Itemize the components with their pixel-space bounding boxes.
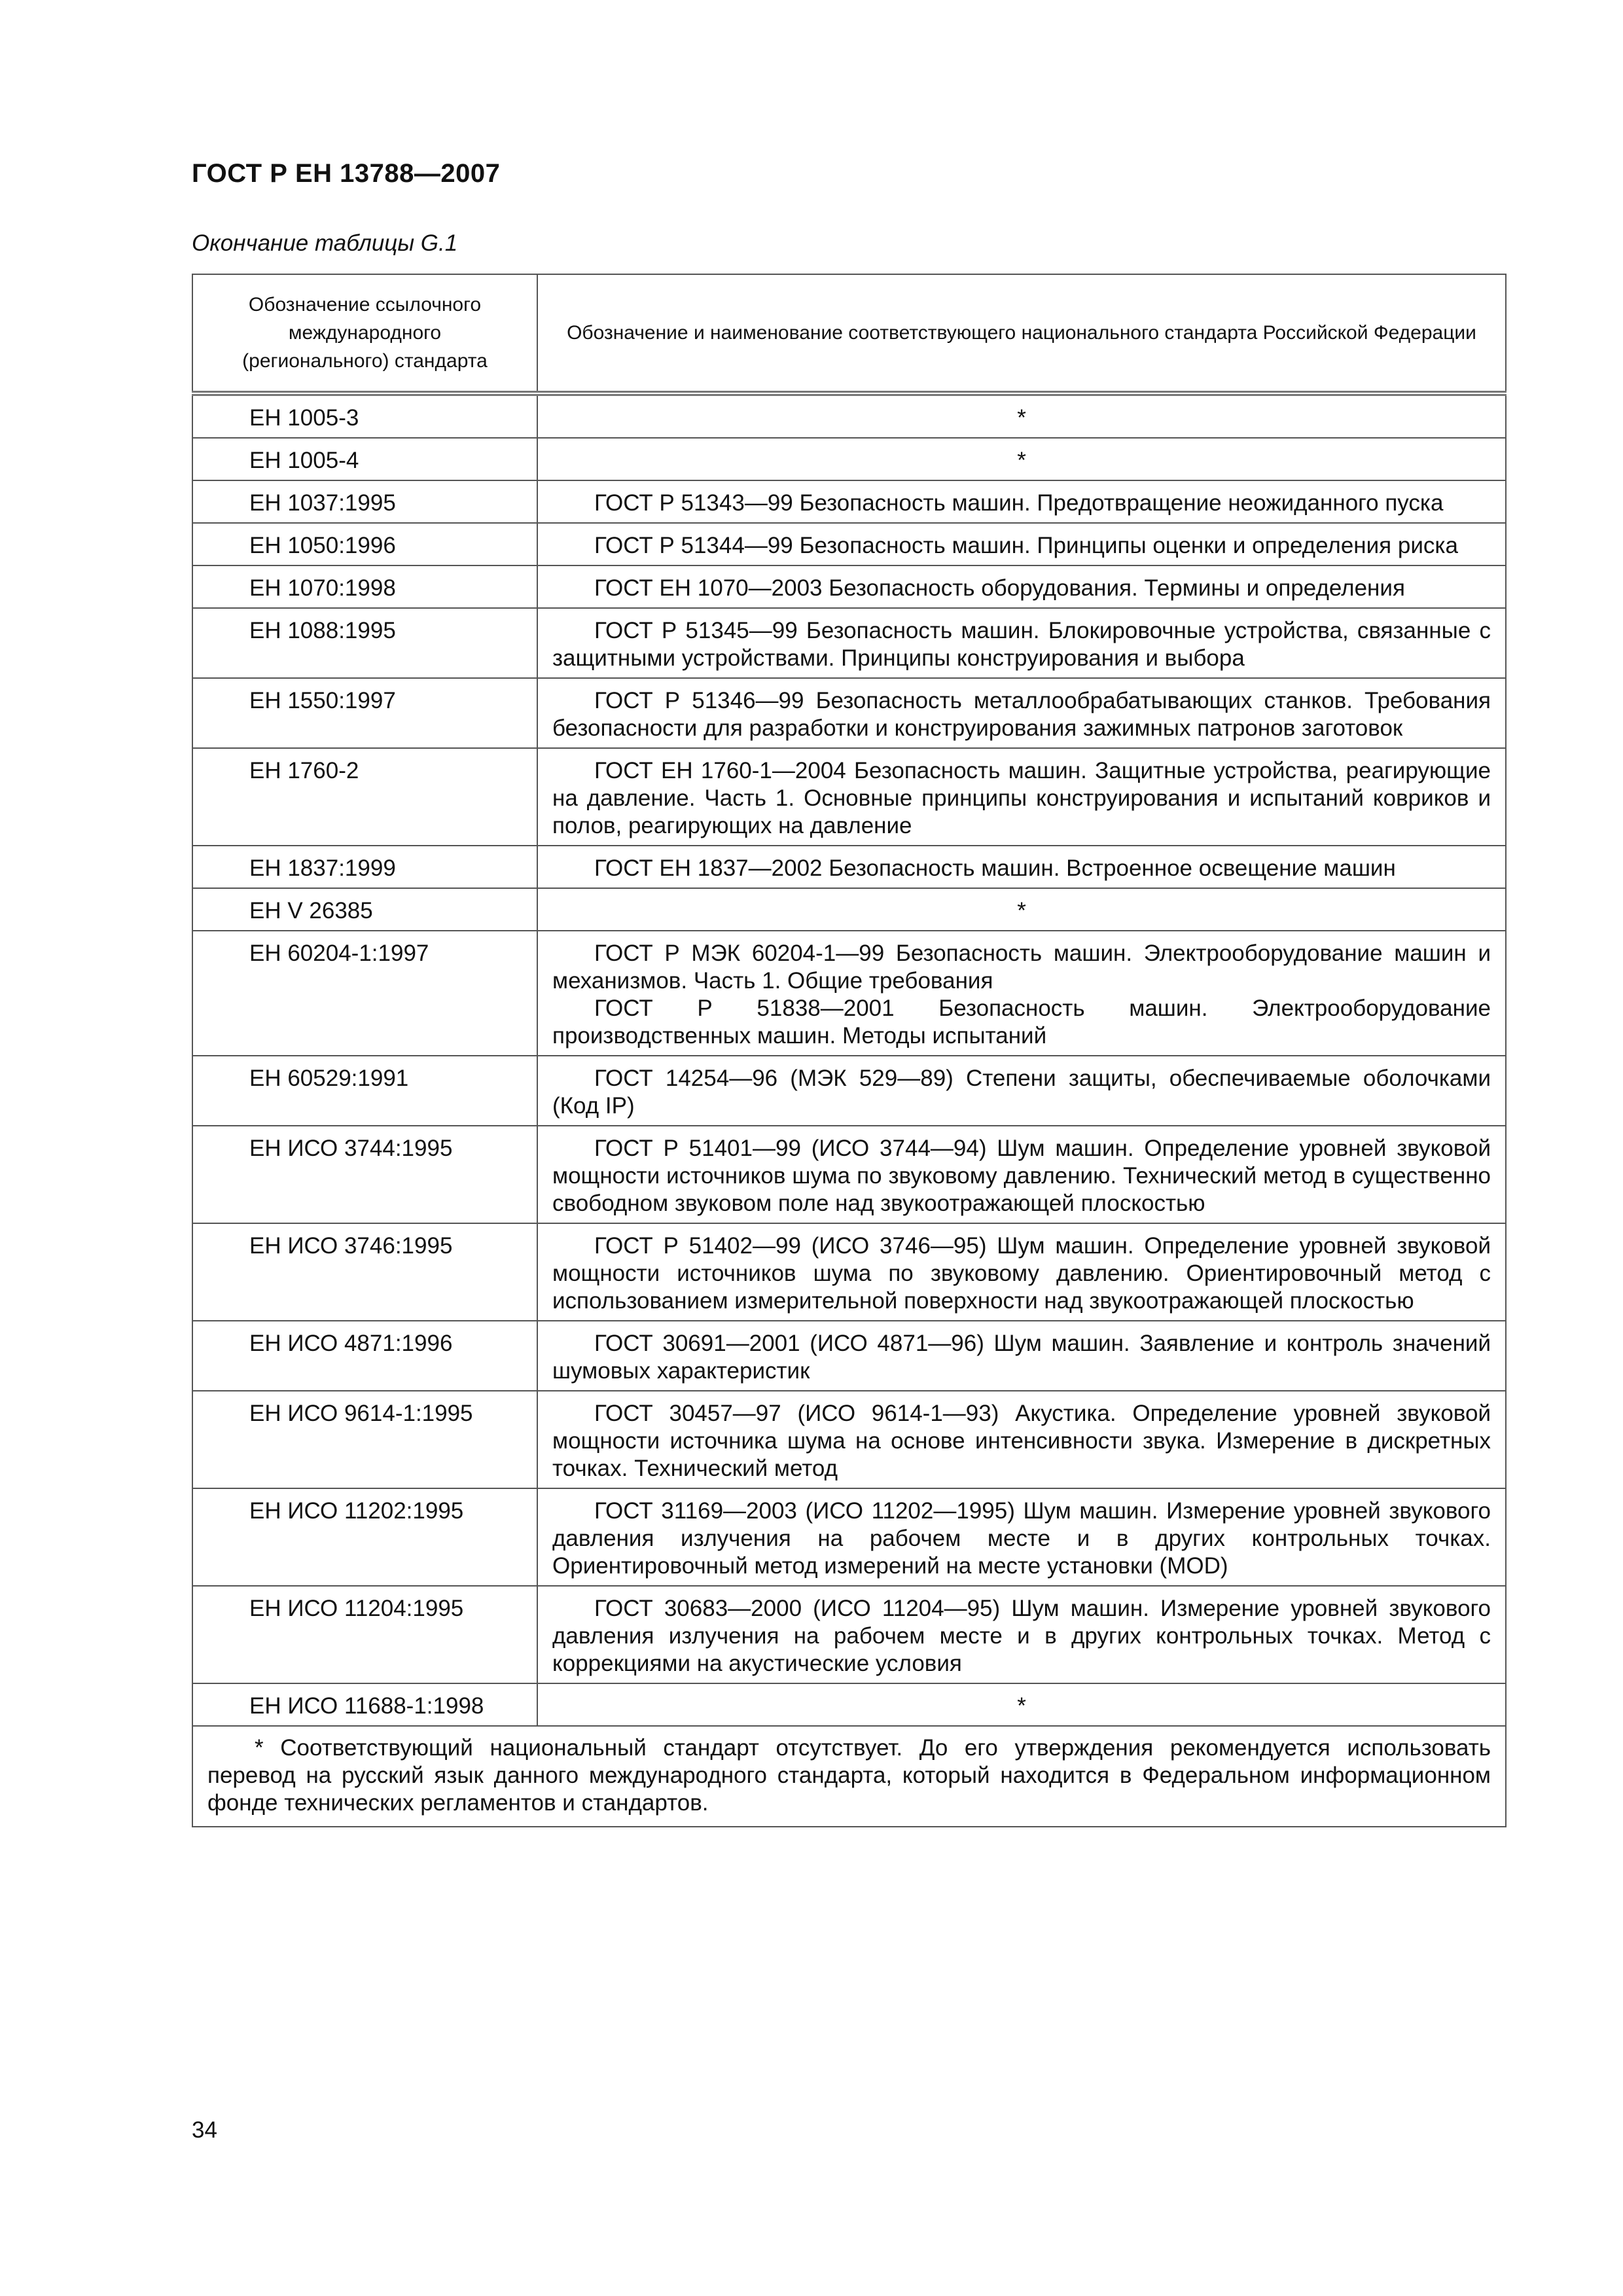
table-row bbox=[192, 393, 1506, 438]
reference-standard-cell: ЕН 1005-3 bbox=[192, 393, 537, 438]
reference-standard-cell: ЕН 60529:1991 bbox=[192, 1056, 537, 1126]
reference-standard-cell: ЕН ИСО 3746:1995 bbox=[192, 1223, 537, 1321]
table-row bbox=[192, 1391, 1506, 1488]
no-national-standard-mark: * bbox=[1017, 448, 1026, 473]
national-standard-entry: ГОСТ 30457—97 (ИСО 9614-1—93) Акустика. Определение уровней звуковой мощности источника шума на основе интенсивности звука. Измерение в дискретных точках. Технический метод bbox=[552, 1401, 1491, 1481]
reference-standard-cell: ЕН 1005-4 bbox=[192, 438, 537, 480]
reference-standard-cell: ЕН 1037:1995 bbox=[192, 480, 537, 523]
no-national-standard-mark: * bbox=[1017, 405, 1026, 431]
national-standard-entry: ГОСТ Р 51838—2001 Безопасность машин. Электрооборудование производственных машин. Методы испытаний bbox=[552, 996, 1491, 1049]
national-standard-cell bbox=[537, 393, 1506, 438]
table-header-row bbox=[192, 274, 1506, 393]
national-standard-cell bbox=[537, 1488, 1506, 1586]
national-standard-cell bbox=[537, 523, 1506, 565]
table-row bbox=[192, 1683, 1506, 1726]
national-standard-cell bbox=[537, 1056, 1506, 1126]
footnote-text: * Соответствующий национальный стандарт отсутствует. До его утверждения рекомендуется использовать перевод на русский язык данного международного стандарта, который находится в Федеральном информационном фонде технических регламентов и стандартов. bbox=[207, 1735, 1491, 1816]
national-standard-entry: ГОСТ Р 51401—99 (ИСО 3744—94) Шум машин. Определение уровней звуковой мощности источников шума по звуковому давлению. Технический метод в существенно свободном звуковом поле над звукоотражающей плоскостью bbox=[552, 1136, 1491, 1216]
national-standard-entry: ГОСТ 30683—2000 (ИСО 11204—95) Шум машин. Измерение уровней звукового давления излучения на рабочем месте и в других контрольных точках. Метод с коррекциями на акустические условия bbox=[552, 1596, 1491, 1676]
table-row bbox=[192, 438, 1506, 480]
table-row bbox=[192, 608, 1506, 678]
footnote-cell bbox=[192, 1726, 1506, 1827]
national-standard-cell bbox=[537, 888, 1506, 931]
table-row bbox=[192, 565, 1506, 608]
national-standard-entry: ГОСТ ЕН 1760-1—2004 Безопасность машин. Защитные устройства, реагирующие на давление. Часть 1. Основные принципы конструирования и испытаний ковриков и полов, реагирующих на давление bbox=[552, 758, 1491, 838]
reference-standard-cell: ЕН 1088:1995 bbox=[192, 608, 537, 678]
national-standard-cell bbox=[537, 678, 1506, 748]
table-row bbox=[192, 1488, 1506, 1586]
no-national-standard-mark: * bbox=[1017, 898, 1026, 924]
table-row bbox=[192, 480, 1506, 523]
national-standard-entry: ГОСТ Р 51402—99 (ИСО 3746—95) Шум машин. Определение уровней звуковой мощности источников шума по звуковому давлению. Ориентировочный метод с использованием измерительной поверхности над звукоотражающей плоскостью bbox=[552, 1233, 1491, 1314]
national-standard-cell bbox=[537, 1126, 1506, 1223]
national-standard-entry: ГОСТ 31169—2003 (ИСО 11202—1995) Шум машин. Измерение уровней звукового давления излучения на рабочем месте и в других контрольных точках. Ориентировочный метод измерений на месте установки (MOD) bbox=[552, 1498, 1491, 1579]
reference-standard-cell: ЕН 1760-2 bbox=[192, 748, 537, 846]
no-national-standard-mark: * bbox=[1017, 1693, 1026, 1719]
reference-standard-cell: ЕН ИСО 11688-1:1998 bbox=[192, 1683, 537, 1726]
table-row bbox=[192, 1586, 1506, 1683]
table-row bbox=[192, 523, 1506, 565]
reference-standard-cell: ЕН 1550:1997 bbox=[192, 678, 537, 748]
reference-standard-cell: ЕН 1050:1996 bbox=[192, 523, 537, 565]
standards-table bbox=[192, 274, 1507, 1827]
national-standard-cell bbox=[537, 565, 1506, 608]
table-row bbox=[192, 1223, 1506, 1321]
national-standard-entry: ГОСТ Р 51346—99 Безопасность металлообрабатывающих станков. Требования безопасности для разработки и конструирования зажимных патронов заготовок bbox=[552, 688, 1491, 741]
national-standard-cell bbox=[537, 1223, 1506, 1321]
national-standard-cell bbox=[537, 480, 1506, 523]
document-title: ГОСТ Р ЕН 13788—2007 bbox=[192, 159, 501, 188]
reference-standard-cell: ЕН 1837:1999 bbox=[192, 846, 537, 888]
national-standard-cell bbox=[537, 1321, 1506, 1391]
header-reference-standard: Обозначение ссылочного международного (регионального) стандарта bbox=[192, 274, 537, 393]
reference-standard-cell: ЕН 60204-1:1997 bbox=[192, 931, 537, 1056]
national-standard-entry: ГОСТ Р 51344—99 Безопасность машин. Принципы оценки и определения риска bbox=[594, 533, 1458, 558]
table-body bbox=[192, 393, 1506, 1726]
reference-standard-cell: ЕН ИСО 11204:1995 bbox=[192, 1586, 537, 1683]
national-standard-cell bbox=[537, 608, 1506, 678]
table-row bbox=[192, 678, 1506, 748]
reference-standard-cell: ЕН ИСО 4871:1996 bbox=[192, 1321, 537, 1391]
national-standard-cell bbox=[537, 1391, 1506, 1488]
national-standard-cell bbox=[537, 846, 1506, 888]
national-standard-cell bbox=[537, 1586, 1506, 1683]
table-row bbox=[192, 846, 1506, 888]
table-row bbox=[192, 1126, 1506, 1223]
national-standard-cell bbox=[537, 748, 1506, 846]
national-standard-entry: ГОСТ Р 51345—99 Безопасность машин. Блокировочные устройства, связанные с защитными устройствами. Принципы конструирования и выбора bbox=[552, 618, 1491, 671]
national-standard-cell bbox=[537, 438, 1506, 480]
reference-standard-cell: ЕН 1070:1998 bbox=[192, 565, 537, 608]
national-standard-entry: ГОСТ Р МЭК 60204-1—99 Безопасность машин. Электрооборудование машин и механизмов. Часть 1. Общие требования bbox=[552, 941, 1491, 994]
reference-standard-cell: ЕН ИСО 11202:1995 bbox=[192, 1488, 537, 1586]
page-number: 34 bbox=[192, 2117, 217, 2143]
national-standard-cell bbox=[537, 1683, 1506, 1726]
table-row bbox=[192, 748, 1506, 846]
national-standard-cell bbox=[537, 931, 1506, 1056]
reference-standard-cell: ЕН ИСО 3744:1995 bbox=[192, 1126, 537, 1223]
table-row bbox=[192, 888, 1506, 931]
table-row bbox=[192, 931, 1506, 1056]
reference-standard-cell: ЕН ИСО 9614-1:1995 bbox=[192, 1391, 537, 1488]
table-row bbox=[192, 1056, 1506, 1126]
header-national-standard: Обозначение и наименование соответствующего национального стандарта Российской Федерации bbox=[537, 274, 1506, 393]
table-caption: Окончание таблицы G.1 bbox=[192, 230, 458, 256]
table-row bbox=[192, 1321, 1506, 1391]
national-standard-entry: ГОСТ ЕН 1837—2002 Безопасность машин. Встроенное освещение машин bbox=[594, 855, 1396, 881]
footnote-row bbox=[192, 1726, 1506, 1827]
reference-standard-cell: ЕН V 26385 bbox=[192, 888, 537, 931]
national-standard-entry: ГОСТ 14254—96 (МЭК 529—89) Степени защиты, обеспечиваемые оболочками (Код IP) bbox=[552, 1066, 1491, 1119]
national-standard-entry: ГОСТ Р 51343—99 Безопасность машин. Предотвращение неожиданного пуска bbox=[594, 490, 1444, 516]
national-standard-entry: ГОСТ ЕН 1070—2003 Безопасность оборудования. Термины и определения bbox=[594, 575, 1405, 601]
national-standard-entry: ГОСТ 30691—2001 (ИСО 4871—96) Шум машин. Заявление и контроль значений шумовых характеристик bbox=[552, 1331, 1491, 1384]
